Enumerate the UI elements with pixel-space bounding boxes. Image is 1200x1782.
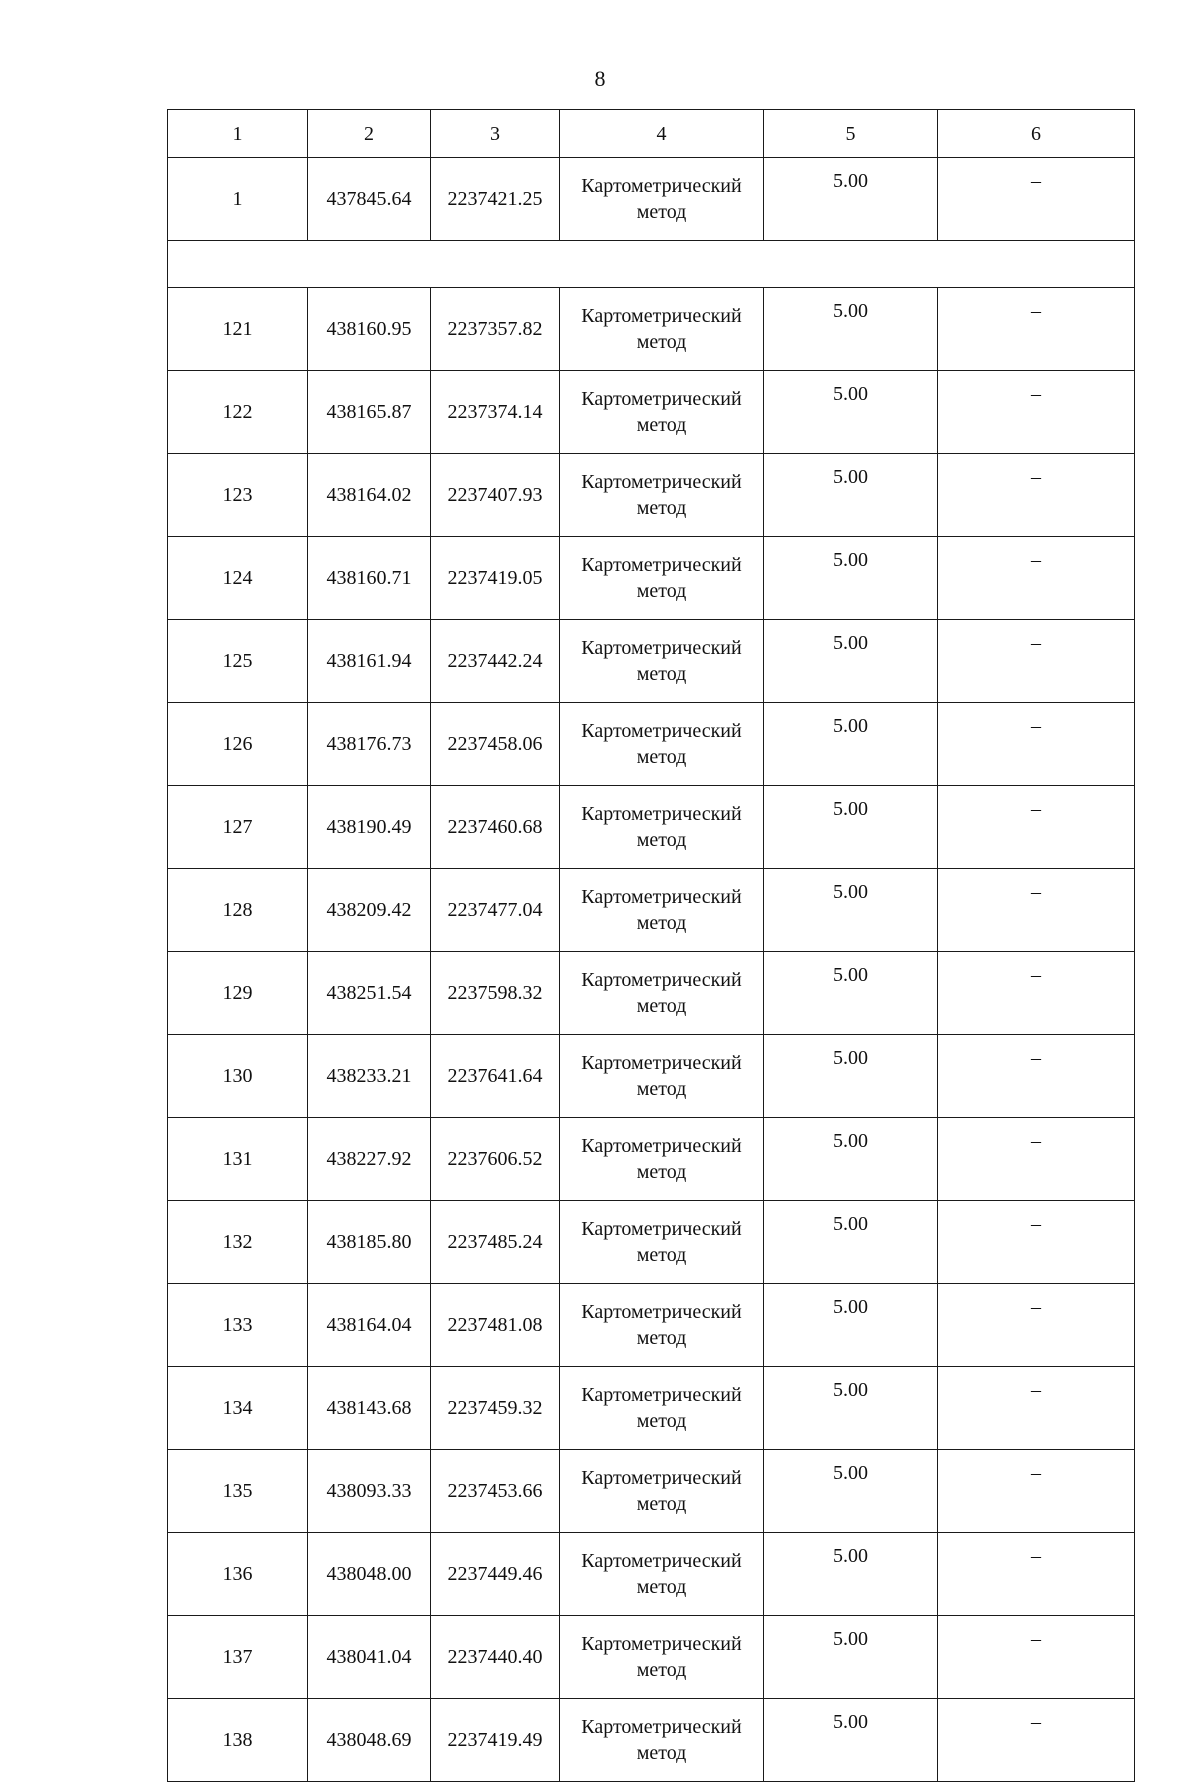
method-line-1: Картометрический bbox=[581, 637, 742, 659]
y-coordinate-cell: 2237440.40 bbox=[431, 1616, 560, 1699]
method-line-1: Картометрический bbox=[581, 1550, 742, 1572]
y-coordinate-cell: 2237449.46 bbox=[431, 1533, 560, 1616]
table-row bbox=[168, 869, 1135, 952]
method-line-1: Картометрический bbox=[581, 969, 742, 991]
method-cell bbox=[560, 1533, 764, 1616]
point-number-cell: 129 bbox=[168, 952, 308, 1035]
table-row bbox=[168, 158, 1135, 241]
method-cell bbox=[560, 869, 764, 952]
x-coordinate-cell: 438160.71 bbox=[308, 537, 431, 620]
point-number-cell: 136 bbox=[168, 1533, 308, 1616]
note-cell: – bbox=[938, 952, 1135, 1035]
point-number-cell: 1 bbox=[168, 158, 308, 241]
note-cell: – bbox=[938, 1533, 1135, 1616]
method-line-1: Картометрический bbox=[581, 1716, 742, 1738]
table-row bbox=[168, 786, 1135, 869]
method-line-2: метод bbox=[636, 201, 687, 223]
column-header: 1 bbox=[168, 110, 308, 158]
method-cell bbox=[560, 1616, 764, 1699]
note-cell: – bbox=[938, 1201, 1135, 1284]
note-cell: – bbox=[938, 703, 1135, 786]
method-line-2: метод bbox=[636, 1659, 687, 1681]
note-cell: – bbox=[938, 288, 1135, 371]
x-coordinate-cell: 438227.92 bbox=[308, 1118, 431, 1201]
method-line-2: метод bbox=[636, 1576, 687, 1598]
method-cell bbox=[560, 1201, 764, 1284]
separator-row bbox=[168, 241, 1135, 288]
method-line-1: Картометрический bbox=[581, 1135, 742, 1157]
point-number-cell: 135 bbox=[168, 1450, 308, 1533]
method-line-2: метод bbox=[636, 829, 687, 851]
y-coordinate-cell: 2237485.24 bbox=[431, 1201, 560, 1284]
column-header: 6 bbox=[938, 110, 1135, 158]
point-number-cell: 123 bbox=[168, 454, 308, 537]
table-row bbox=[168, 537, 1135, 620]
method-line-2: метод bbox=[636, 1742, 687, 1764]
point-number-cell: 133 bbox=[168, 1284, 308, 1367]
y-coordinate-cell: 2237419.49 bbox=[431, 1699, 560, 1782]
method-line-2: метод bbox=[636, 1493, 687, 1515]
accuracy-cell: 5.00 bbox=[764, 703, 938, 786]
method-cell bbox=[560, 158, 764, 241]
method-line-1: Картометрический bbox=[581, 471, 742, 493]
table-row bbox=[168, 1118, 1135, 1201]
method-line-2: метод bbox=[636, 1410, 687, 1432]
method-cell bbox=[560, 786, 764, 869]
table-row bbox=[168, 371, 1135, 454]
accuracy-cell: 5.00 bbox=[764, 454, 938, 537]
x-coordinate-cell: 438251.54 bbox=[308, 952, 431, 1035]
table-row bbox=[168, 1284, 1135, 1367]
separator-cell bbox=[168, 241, 1135, 288]
x-coordinate-cell: 438165.87 bbox=[308, 371, 431, 454]
x-coordinate-cell: 438093.33 bbox=[308, 1450, 431, 1533]
method-line-1: Картометрический bbox=[581, 1633, 742, 1655]
accuracy-cell: 5.00 bbox=[764, 1616, 938, 1699]
method-line-1: Картометрический bbox=[581, 388, 742, 410]
method-line-1: Картометрический bbox=[581, 803, 742, 825]
x-coordinate-cell: 438164.04 bbox=[308, 1284, 431, 1367]
accuracy-cell: 5.00 bbox=[764, 537, 938, 620]
note-cell: – bbox=[938, 1616, 1135, 1699]
method-cell bbox=[560, 1035, 764, 1118]
method-line-2: метод bbox=[636, 580, 687, 602]
method-cell bbox=[560, 1284, 764, 1367]
point-number-cell: 137 bbox=[168, 1616, 308, 1699]
method-line-1: Картометрический bbox=[581, 1384, 742, 1406]
x-coordinate-cell: 438190.49 bbox=[308, 786, 431, 869]
accuracy-cell: 5.00 bbox=[764, 1118, 938, 1201]
accuracy-cell: 5.00 bbox=[764, 620, 938, 703]
point-number-cell: 130 bbox=[168, 1035, 308, 1118]
accuracy-cell: 5.00 bbox=[764, 371, 938, 454]
accuracy-cell: 5.00 bbox=[764, 1201, 938, 1284]
y-coordinate-cell: 2237453.66 bbox=[431, 1450, 560, 1533]
method-cell bbox=[560, 1450, 764, 1533]
note-cell: – bbox=[938, 537, 1135, 620]
y-coordinate-cell: 2237374.14 bbox=[431, 371, 560, 454]
y-coordinate-cell: 2237641.64 bbox=[431, 1035, 560, 1118]
point-number-cell: 125 bbox=[168, 620, 308, 703]
method-cell bbox=[560, 288, 764, 371]
accuracy-cell: 5.00 bbox=[764, 1035, 938, 1118]
method-line-1: Картометрический bbox=[581, 720, 742, 742]
table-row bbox=[168, 288, 1135, 371]
accuracy-cell: 5.00 bbox=[764, 786, 938, 869]
x-coordinate-cell: 438160.95 bbox=[308, 288, 431, 371]
note-cell: – bbox=[938, 786, 1135, 869]
y-coordinate-cell: 2237419.05 bbox=[431, 537, 560, 620]
table-row bbox=[168, 1450, 1135, 1533]
note-cell: – bbox=[938, 620, 1135, 703]
y-coordinate-cell: 2237421.25 bbox=[431, 158, 560, 241]
table-row bbox=[168, 620, 1135, 703]
y-coordinate-cell: 2237598.32 bbox=[431, 952, 560, 1035]
table-row bbox=[168, 952, 1135, 1035]
point-number-cell: 128 bbox=[168, 869, 308, 952]
note-cell: – bbox=[938, 1118, 1135, 1201]
method-cell bbox=[560, 703, 764, 786]
table-row bbox=[168, 703, 1135, 786]
column-header: 4 bbox=[560, 110, 764, 158]
method-cell bbox=[560, 1118, 764, 1201]
column-header: 2 bbox=[308, 110, 431, 158]
column-header: 3 bbox=[431, 110, 560, 158]
accuracy-cell: 5.00 bbox=[764, 952, 938, 1035]
y-coordinate-cell: 2237458.06 bbox=[431, 703, 560, 786]
y-coordinate-cell: 2237481.08 bbox=[431, 1284, 560, 1367]
method-cell bbox=[560, 454, 764, 537]
note-cell: – bbox=[938, 1699, 1135, 1782]
point-number-cell: 126 bbox=[168, 703, 308, 786]
point-number-cell: 121 bbox=[168, 288, 308, 371]
x-coordinate-cell: 438233.21 bbox=[308, 1035, 431, 1118]
table-row bbox=[168, 1201, 1135, 1284]
note-cell: – bbox=[938, 158, 1135, 241]
x-coordinate-cell: 438161.94 bbox=[308, 620, 431, 703]
x-coordinate-cell: 437845.64 bbox=[308, 158, 431, 241]
x-coordinate-cell: 438164.02 bbox=[308, 454, 431, 537]
method-cell bbox=[560, 620, 764, 703]
table-row bbox=[168, 1367, 1135, 1450]
point-number-cell: 138 bbox=[168, 1699, 308, 1782]
method-line-2: метод bbox=[636, 331, 687, 353]
method-line-1: Картометрический bbox=[581, 554, 742, 576]
y-coordinate-cell: 2237606.52 bbox=[431, 1118, 560, 1201]
header-row bbox=[168, 110, 1135, 158]
accuracy-cell: 5.00 bbox=[764, 1284, 938, 1367]
x-coordinate-cell: 438048.00 bbox=[308, 1533, 431, 1616]
x-coordinate-cell: 438143.68 bbox=[308, 1367, 431, 1450]
point-number-cell: 122 bbox=[168, 371, 308, 454]
method-line-1: Картометрический bbox=[581, 886, 742, 908]
method-line-1: Картометрический bbox=[581, 1301, 742, 1323]
note-cell: – bbox=[938, 869, 1135, 952]
method-line-2: метод bbox=[636, 414, 687, 436]
accuracy-cell: 5.00 bbox=[764, 1367, 938, 1450]
note-cell: – bbox=[938, 1035, 1135, 1118]
y-coordinate-cell: 2237459.32 bbox=[431, 1367, 560, 1450]
accuracy-cell: 5.00 bbox=[764, 869, 938, 952]
method-line-1: Картометрический bbox=[581, 1052, 742, 1074]
table-row bbox=[168, 1699, 1135, 1782]
table-row bbox=[168, 454, 1135, 537]
accuracy-cell: 5.00 bbox=[764, 158, 938, 241]
accuracy-cell: 5.00 bbox=[764, 1699, 938, 1782]
table-row bbox=[168, 1616, 1135, 1699]
method-line-2: метод bbox=[636, 663, 687, 685]
method-line-2: метод bbox=[636, 995, 687, 1017]
y-coordinate-cell: 2237357.82 bbox=[431, 288, 560, 371]
column-header: 5 bbox=[764, 110, 938, 158]
method-line-1: Картометрический bbox=[581, 305, 742, 327]
method-line-2: метод bbox=[636, 1078, 687, 1100]
table-row bbox=[168, 1035, 1135, 1118]
x-coordinate-cell: 438185.80 bbox=[308, 1201, 431, 1284]
method-line-2: метод bbox=[636, 497, 687, 519]
method-cell bbox=[560, 1699, 764, 1782]
accuracy-cell: 5.00 bbox=[764, 1533, 938, 1616]
page-number: 8 bbox=[594, 66, 606, 91]
y-coordinate-cell: 2237477.04 bbox=[431, 869, 560, 952]
method-cell bbox=[560, 371, 764, 454]
note-cell: – bbox=[938, 1284, 1135, 1367]
note-cell: – bbox=[938, 1367, 1135, 1450]
point-number-cell: 134 bbox=[168, 1367, 308, 1450]
x-coordinate-cell: 438176.73 bbox=[308, 703, 431, 786]
method-line-2: метод bbox=[636, 1244, 687, 1266]
method-line-2: метод bbox=[636, 746, 687, 768]
method-line-2: метод bbox=[636, 912, 687, 934]
x-coordinate-cell: 438048.69 bbox=[308, 1699, 431, 1782]
method-line-1: Картометрический bbox=[581, 1467, 742, 1489]
method-line-2: метод bbox=[636, 1327, 687, 1349]
method-cell bbox=[560, 952, 764, 1035]
table-row bbox=[168, 1533, 1135, 1616]
accuracy-cell: 5.00 bbox=[764, 288, 938, 371]
point-number-cell: 124 bbox=[168, 537, 308, 620]
method-line-1: Картометрический bbox=[581, 1218, 742, 1240]
point-number-cell: 131 bbox=[168, 1118, 308, 1201]
note-cell: – bbox=[938, 371, 1135, 454]
method-line-2: метод bbox=[636, 1161, 687, 1183]
method-cell bbox=[560, 537, 764, 620]
point-number-cell: 127 bbox=[168, 786, 308, 869]
y-coordinate-cell: 2237442.24 bbox=[431, 620, 560, 703]
method-line-1: Картометрический bbox=[581, 175, 742, 197]
accuracy-cell: 5.00 bbox=[764, 1450, 938, 1533]
coordinates-table bbox=[167, 109, 1135, 1782]
method-cell bbox=[560, 1367, 764, 1450]
x-coordinate-cell: 438209.42 bbox=[308, 869, 431, 952]
note-cell: – bbox=[938, 1450, 1135, 1533]
y-coordinate-cell: 2237407.93 bbox=[431, 454, 560, 537]
point-number-cell: 132 bbox=[168, 1201, 308, 1284]
x-coordinate-cell: 438041.04 bbox=[308, 1616, 431, 1699]
y-coordinate-cell: 2237460.68 bbox=[431, 786, 560, 869]
note-cell: – bbox=[938, 454, 1135, 537]
